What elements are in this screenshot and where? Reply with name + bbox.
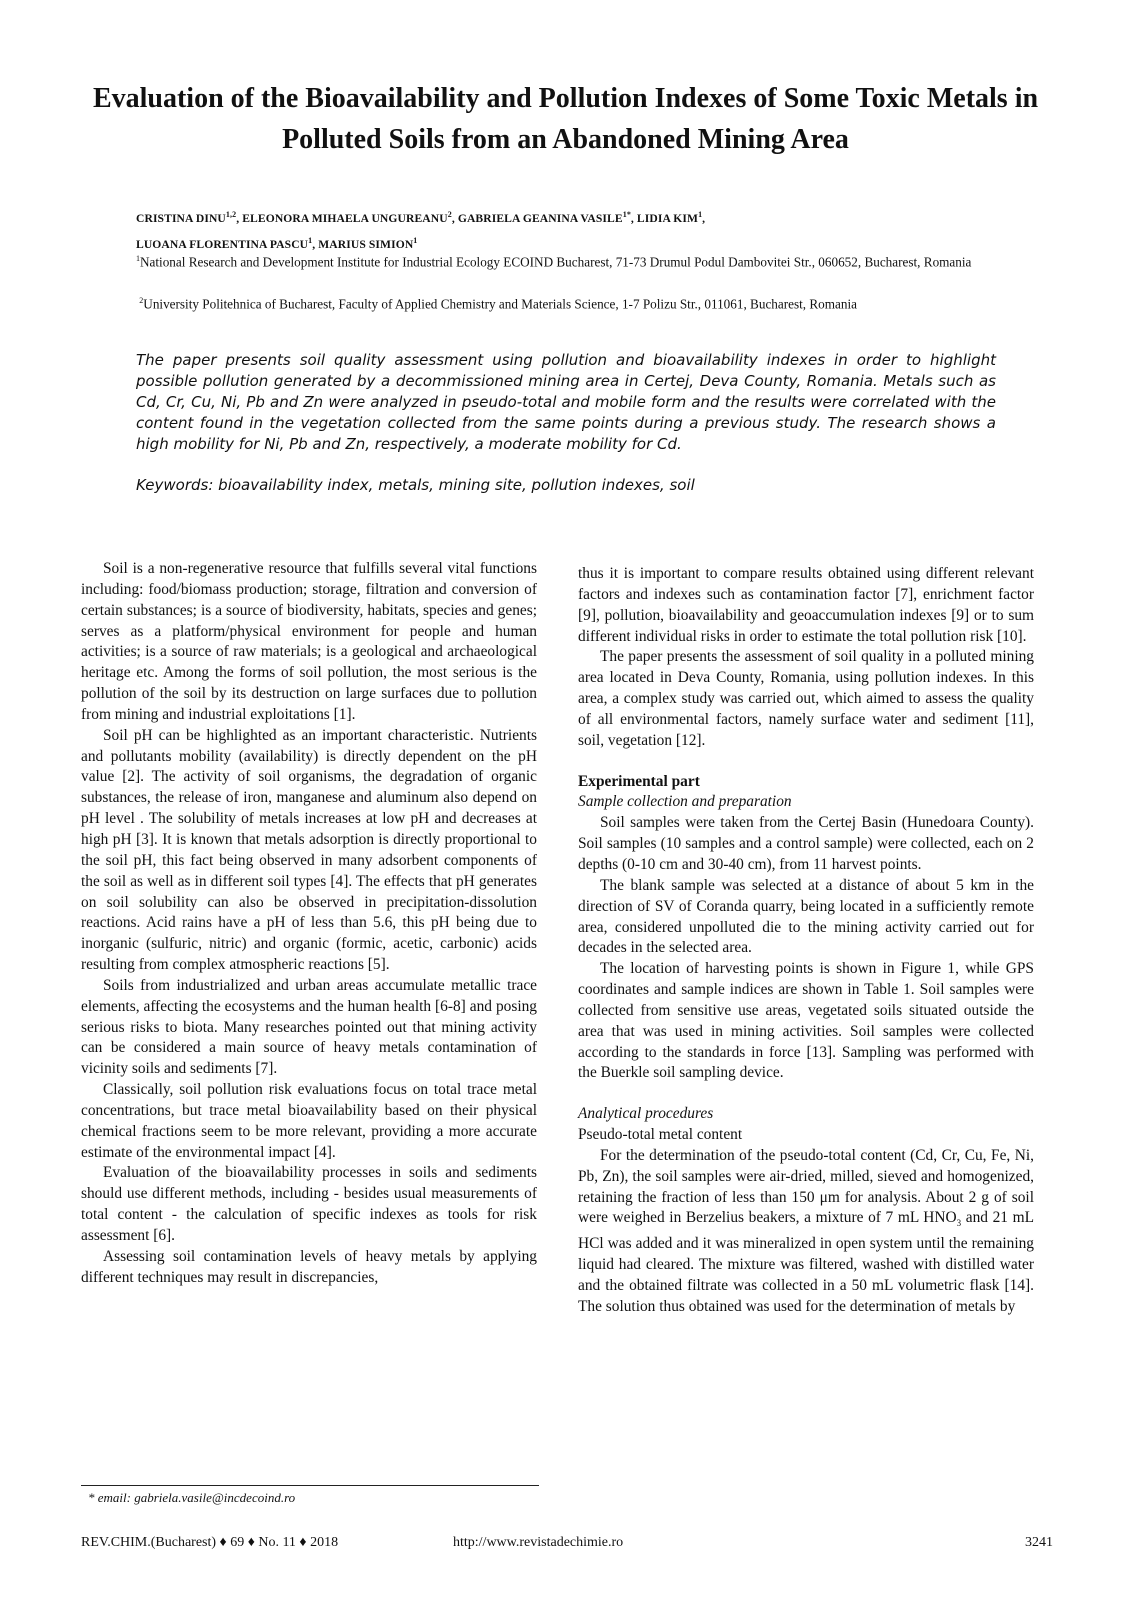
author-name: LIDIA KIM — [636, 211, 699, 225]
text-run: and 21 mL HCl was added and it was mineralized in open system until the remaining liquid had cleared. The mixture was filtered, washed with distilled water and the obtained filtrate was collected in a 50 mL volumetric flask [14]. The solution thus obtained was used for the determination of metals by — [578, 1209, 1034, 1315]
author-affiliation-mark: 1,2 — [225, 210, 237, 219]
author-name: MARIUS SIMION — [318, 237, 414, 251]
subsection-heading: Sample collection and preparation — [578, 793, 792, 811]
author-affiliation-mark: 2 — [447, 210, 452, 219]
body-paragraph: Soil pH can be highlighted as an important characteristic. Nutrients and pollutants mobility (availability) is directly dependent on the pH value [2]. The activity of soil organisms, the degradation of organic substances, the release of iron, manganese and aluminum also depend on pH level . The solubility of metals increases at low pH and decreases at high pH [3]. It is known that metals adsorption is directly proportional to the soil pH, this fact being observed in many adsorbent components of the soil as well as in different soil types [4]. The effects that pH generates on soil solubility can also be observed in precipitation-dissolution reactions. Acid rains have a pH of less than 5.6, this pH being due to inorganic (sulfuric, nitric) and organic (formic, acetic, carbonic) acids resulting from complex atmospheric reactions [5]. — [81, 726, 537, 974]
author-affiliation-mark: 1 — [698, 210, 703, 219]
body-paragraph: Soil samples were taken from the Certej Basin (Hunedoara County). Soil samples (10 samples and a control sample) were collected, each on 2 depths (0-10 cm and 30-40 cm), from 11 harvest points. — [578, 814, 1034, 873]
body-paragraph: Classically, soil pollution risk evaluations focus on total trace metal concentrations, but trace metal bioavailability based on their physical chemical fractions seem to be more relevant, providing a more accurate estimate of the environmental impact [4]. — [81, 1081, 537, 1161]
author-affiliation-mark: 1 — [308, 235, 313, 245]
footer-url[interactable]: http://www.revistadechimie.ro — [453, 1535, 624, 1550]
keywords: Keywords: bioavailability index, metals, mining site, pollution indexes, soil — [136, 476, 695, 494]
text-run: For the determination of the pseudo-total content (Cd, Cr, Cu, Fe, Ni, Pb, Zn), the soil samples were air-dried, milled, sieved and homogenized, retaining the fraction of less than 150 μm for analysis. About 2 g of soil were weighed in Berzelius beakers, a mixture of 7 mL HNO — [578, 1146, 1034, 1227]
footnote-email: * email: gabriela.vasile@incdecoind.ro — [88, 1490, 296, 1505]
footnote-rule — [81, 1485, 539, 1486]
affiliation-text: National Research and Development Institute for Industrial Ecology ECOIND Bucharest, 71-73 Drumul Podul Dambovitei Str., 060652, Bucharest, Romania — [140, 254, 972, 270]
body-paragraph: The location of harvesting points is shown in Figure 1, while GPS coordinates and sample indices are shown in Table 1. Soil samples were collected from sensitive use areas, vegetated soils situated outside the area that was used in mining activities. Soil samples were collected according to the standards in force [13]. Sampling was performed with the Buerkle soil sampling device. — [578, 960, 1034, 1082]
body-paragraph: Evaluation of the bioavailability processes in soils and sediments should use different methods, including - besides usual measurements of total content - the calculation of specific indexes as tools for risk assessment [6]. — [81, 1164, 537, 1244]
body-paragraph: Soils from industrialized and urban areas accumulate metallic trace elements, affecting the ecosystems and the human health [6-8] and posing serious risks to biota. Many researches pointed out that mining activity can be considered a main source of heavy metals contamination of vicinity soils and sediments [7]. — [81, 976, 537, 1078]
author-list: CRISTINA DINU$^{1,2}$, ELEONORA MIHAELA UNGUREANU$^2$, GABRIELA GEANINA $VASILE^{1*}$, LIDIA KIM$^1$, LUOANA FLORENTINA PASCU$^1$, MARIUS SIMION$^1$ — [136, 210, 706, 251]
author-affiliation-mark: 1 — [413, 235, 418, 245]
left-column — [81, 559, 537, 1289]
affiliation-text: University Politehnica of Bucharest, Faculty of Applied Chemistry and Materials Science, 1-7 Polizu Str., 011061, Bucharest, Romania — [143, 296, 857, 312]
right-column — [578, 564, 1034, 1318]
author-name: ELEONORA MIHAELA UNGUREANU — [242, 211, 448, 225]
author-affiliation-mark: 1* — [622, 210, 631, 219]
affiliation-1 — [136, 248, 996, 272]
footer-journal: REV.CHIM.(Bucharest) ♦ 69 ♦ No. 11 ♦ 2018 — [81, 1535, 339, 1550]
paper-title: Evaluation of the Bioavailability and Pollution Indexes of Some Toxic Metals in Polluted Soils from an Abandoned Mining Area — [92, 83, 1039, 155]
subscript: 3 — [956, 1218, 962, 1229]
body-paragraph: thus it is important to compare results obtained using different relevant factors and indexes such as contamination factor [7], enrichment factor [9], pollution, bioavailability and geoaccumulation indexes [9] or to sum different individual risks in order to estimate the total pollution risk [10]. — [578, 565, 1034, 645]
body-paragraph: Assessing soil contamination levels of heavy metals by applying different techniques may result in discrepancies, — [81, 1247, 537, 1286]
author-name: GABRIELA GEANINA VASILE — [457, 211, 623, 225]
body-paragraph: Soil is a non-regenerative resource that fulfills several vital functions including: food/biomass production; storage, filtration and conversion of certain substances; is a source of biodiversity, habitats, species and genes; serves as a platform/physical environment for people and human activities; is a source of raw materials; is a geological and archaeological heritage etc. Among the forms of soil pollution, the most serious is the pollution of the soil by its destruction on large surfaces due to pollution from mining and industrial exploitations [1]. — [81, 560, 537, 723]
section-heading: Experimental part — [578, 772, 700, 790]
author-name: CRISTINA DINU — [136, 211, 226, 225]
affiliation-2 — [136, 290, 996, 314]
affiliation-mark: 2 — [139, 296, 144, 305]
body-paragraph: The blank sample was selected at a distance of about 5 km in the direction of SV of Coranda quarry, being located in a sufficiently remote area, considered unpolluted die to the mining activity carried out for decades in the selected area. — [578, 876, 1034, 957]
body-paragraph — [578, 1146, 1034, 1318]
subsubsection-heading: Pseudo-total metal content — [578, 1126, 743, 1144]
abstract: The paper presents soil quality assessment using pollution and bioavailability indexes in order to highlight possible pollution generated by a decommissioned mining area in Certej, Deva County, Romania. Metals such as Cd, Cr, Cu, Ni, Pb and Zn were analyzed in pseudo-total and mobile form and the results were correlated with the content found in the vegetation collected from the same points during a previous study. The research shows a high mobility for Ni, Pb and Zn, respectively, a moderate mobility for Cd. — [136, 351, 996, 453]
footer-page-number: 3241 — [1025, 1535, 1053, 1550]
affiliation-mark: 1 — [136, 254, 140, 263]
subsection-heading: Analytical procedures — [578, 1105, 714, 1123]
author-name: LUOANA FLORENTINA PASCU — [136, 237, 309, 251]
body-paragraph: The paper presents the assessment of soil quality in a polluted mining area located in Deva County, Romania, using pollution indexes. In this area, a complex study was carried out, which aimed to assess the quality of all environmental factors, namely surface water and sediment [11], soil, vegetation [12]. — [578, 648, 1034, 749]
